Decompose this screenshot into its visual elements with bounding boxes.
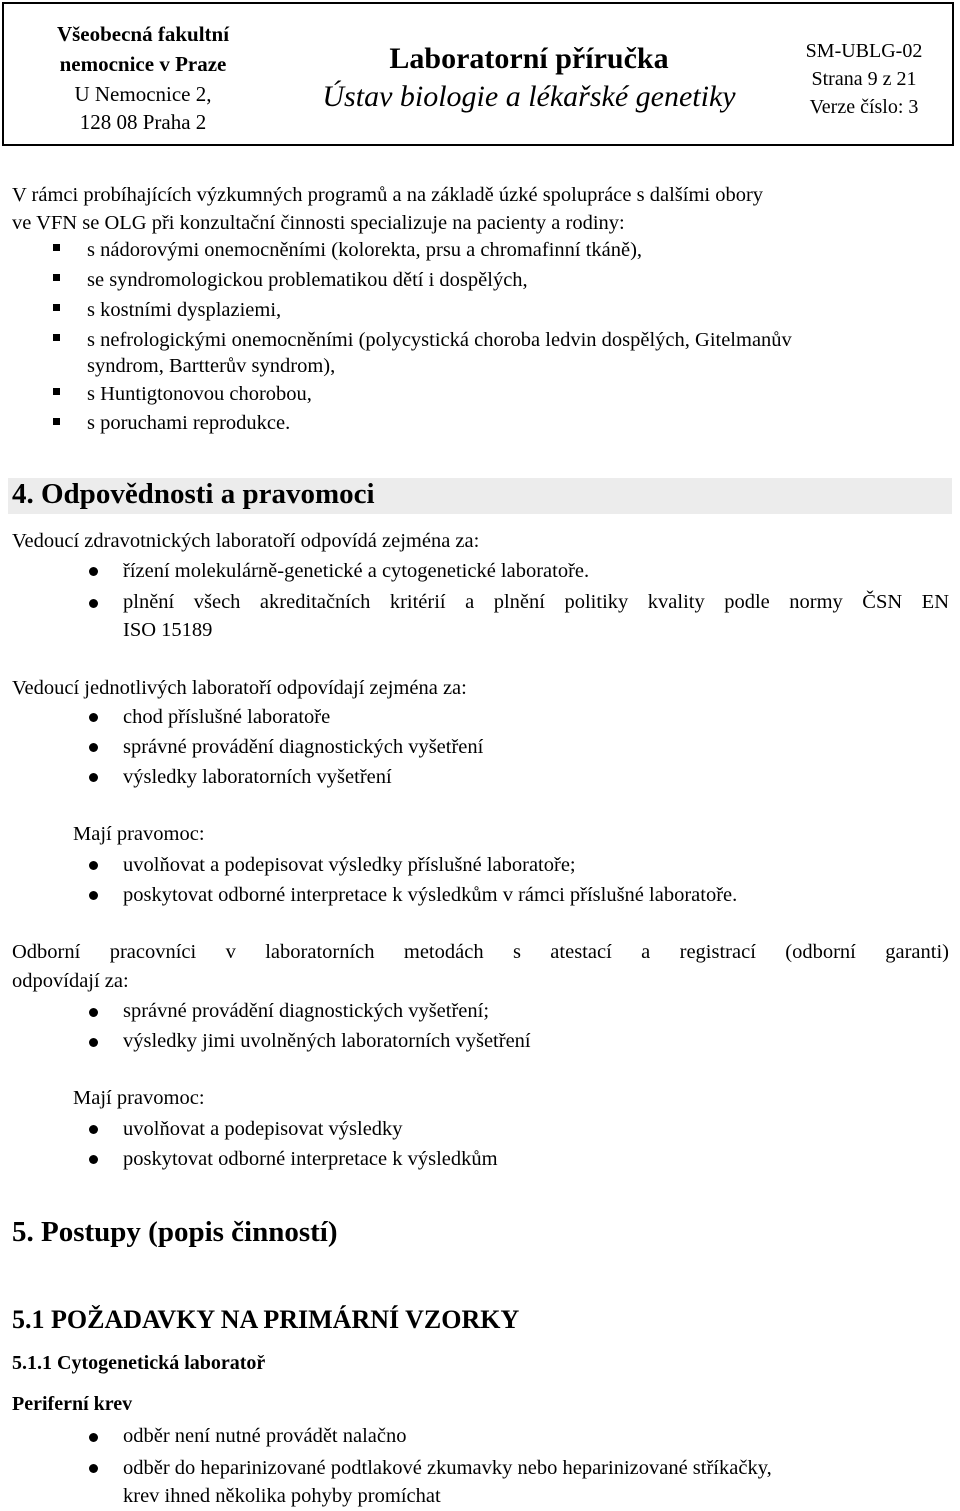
section-5-list-item-continuation: krev ihned několika pohyby promíchat bbox=[123, 1485, 441, 1507]
section-5-heading: 5. Postupy (popis činností) bbox=[12, 1216, 338, 1248]
section-4-paragraph-2: Vedoucí jednotlivých laboratoří odpovídají zejména za: bbox=[12, 677, 467, 699]
doc-version: Verze číslo: 3 bbox=[809, 96, 919, 118]
square-bullet-icon bbox=[53, 274, 60, 281]
section-4-paragraph-4-continuation: odpovídají za: bbox=[12, 970, 129, 992]
intro-list-item: s poruchami reprodukce. bbox=[87, 412, 291, 434]
section-4-list-item: správné provádění diagnostických vyšetření bbox=[123, 736, 484, 758]
round-bullet-icon bbox=[89, 567, 98, 576]
section-4-list-item: plnění všech akreditačních kritérií a plnění politiky kvality podle normy ČSN EN bbox=[123, 591, 949, 613]
header-organization bbox=[4, 4, 282, 144]
round-bullet-icon bbox=[89, 1125, 98, 1134]
org-line-4: 128 08 Praha 2 bbox=[79, 110, 207, 134]
section-4-paragraph-4: Odborní pracovníci v laboratorních metodách s atestací a registrací (odborní garanti) bbox=[12, 941, 949, 963]
section-4-list-item: řízení molekulárně-genetické a cytogenetické laboratoře. bbox=[123, 560, 590, 582]
intro-list-item: s kostními dysplaziemi, bbox=[87, 299, 282, 321]
round-bullet-icon bbox=[89, 1155, 98, 1164]
org-line-2: nemocnice v Praze bbox=[59, 52, 227, 76]
round-bullet-icon bbox=[89, 713, 98, 722]
round-bullet-icon bbox=[89, 1464, 98, 1473]
round-bullet-icon bbox=[89, 743, 98, 752]
section-4-list-item: výsledky laboratorních vyšetření bbox=[123, 766, 392, 788]
round-bullet-icon bbox=[89, 1008, 98, 1017]
intro-list-item: s nefrologickými onemocněními (polycystická choroba ledvin dospělých, Gitelmanův bbox=[87, 329, 792, 351]
section-4-list-item: poskytovat odborné interpretace k výsledkům bbox=[123, 1148, 498, 1170]
round-bullet-icon bbox=[89, 861, 98, 870]
section-4-list-item: výsledky jimi uvolněných laboratorních vyšetření bbox=[123, 1030, 531, 1052]
page-number: Strana 9 z 21 bbox=[811, 68, 917, 90]
round-bullet-icon bbox=[89, 773, 98, 782]
section-4-paragraph-3: Mají pravomoc: bbox=[73, 823, 205, 845]
round-bullet-icon bbox=[89, 1038, 98, 1047]
document-header bbox=[2, 2, 954, 146]
section-4-list-item: uvolňovat a podepisovat výsledky příslušné laboratoře; bbox=[123, 854, 576, 876]
section-4-heading: 4. Odpovědnosti a pravomoci bbox=[12, 478, 375, 510]
section-4-paragraph-1: Vedoucí zdravotnických laboratoří odpovídá zejména za: bbox=[12, 530, 480, 552]
section-4-list-item: chod příslušné laboratoře bbox=[123, 706, 331, 728]
square-bullet-icon bbox=[53, 244, 60, 251]
square-bullet-icon bbox=[53, 334, 60, 341]
header-doc-info bbox=[776, 4, 952, 144]
section-5-list-item: odběr do heparinizované podtlakové zkumavky nebo heparinizované stříkačky, bbox=[123, 1457, 772, 1479]
intro-list-item-continuation: syndrom, Bartterův syndrom), bbox=[87, 355, 336, 377]
doc-code: SM-UBLG-02 bbox=[805, 40, 923, 62]
section-4-list-item: poskytovat odborné interpretace k výsledkům v rámci příslušné laboratoře. bbox=[123, 884, 738, 906]
square-bullet-icon bbox=[53, 418, 60, 425]
section-5-1-1-heading: 5.1.1 Cytogenetická laboratoř bbox=[12, 1352, 266, 1374]
sample-type-label: Periferní krev bbox=[12, 1393, 133, 1415]
section-4-list-item-continuation: ISO 15189 bbox=[123, 619, 213, 641]
document-title: Laboratorní příručka bbox=[389, 42, 669, 75]
intro-line-2: ve VFN se OLG při konzultační činnosti specializuje na pacienty a rodiny: bbox=[12, 212, 625, 234]
round-bullet-icon bbox=[89, 891, 98, 900]
intro-list-item: s Huntigtonovou chorobou, bbox=[87, 383, 312, 405]
section-4-paragraph-5: Mají pravomoc: bbox=[73, 1087, 205, 1109]
section-5-list-item: odběr není nutné provádět nalačno bbox=[123, 1425, 407, 1447]
document-subtitle: Ústav biologie a lékařské genetiky bbox=[322, 80, 736, 113]
round-bullet-icon bbox=[89, 1433, 98, 1442]
square-bullet-icon bbox=[53, 304, 60, 311]
round-bullet-icon bbox=[89, 599, 98, 608]
org-line-3: U Nemocnice 2, bbox=[74, 82, 212, 106]
intro-list-item: se syndromologickou problematikou dětí i dospělých, bbox=[87, 269, 528, 291]
intro-line-1: V rámci probíhajících výzkumných programů a na základě úzké spolupráce s dalšími obory bbox=[12, 184, 764, 206]
section-5-1-heading: 5.1 POŽADAVKY NA PRIMÁRNÍ VZORKY bbox=[12, 1305, 520, 1334]
section-4-list-item: uvolňovat a podepisovat výsledky bbox=[123, 1118, 403, 1140]
section-4-list-item: správné provádění diagnostických vyšetření; bbox=[123, 1000, 490, 1022]
intro-list-item: s nádorovými onemocněními (kolorekta, prsu a chromafinní tkáně), bbox=[87, 239, 643, 261]
square-bullet-icon bbox=[53, 388, 60, 395]
header-title-block bbox=[282, 4, 776, 144]
org-line-1: Všeobecná fakultní bbox=[56, 22, 230, 46]
